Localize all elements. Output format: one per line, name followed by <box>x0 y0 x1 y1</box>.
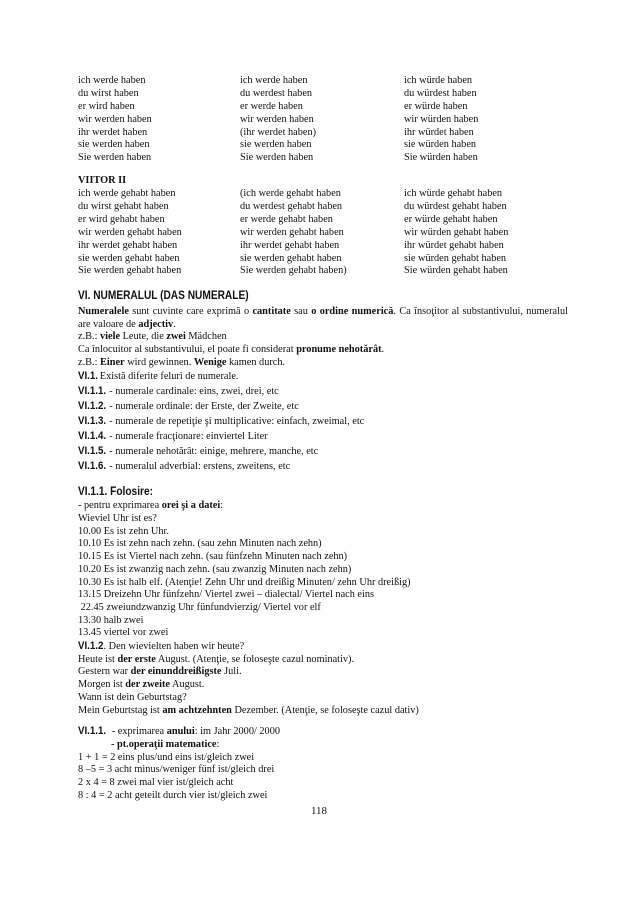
conj1-row <box>78 114 568 127</box>
section-heading-wrap <box>78 288 568 304</box>
intro-text-3: . Ca însoţitor al substantivului, numeralul are valoare de <box>78 306 568 330</box>
conj1-cell: er werde haben <box>240 100 303 112</box>
time-line: 22.45 zweiundzwanzig Uhr fünfundvierzig/ Viertel vor elf <box>78 601 321 613</box>
conj2-cell: er werde gehabt haben <box>240 213 333 225</box>
conj2-cell: ihr würdet gehabt haben <box>404 239 504 251</box>
example-bold: zwei <box>166 331 186 343</box>
math-line: 8 : 4 = 2 acht geteilt durch vier ist/gleich zwei <box>78 789 268 801</box>
date-lines <box>78 654 568 718</box>
conj2-cell: wir werden gehabt haben <box>78 226 182 238</box>
conj1-cell: er wird haben <box>78 100 135 112</box>
date-line-text: Mein Geburtstag ist <box>78 704 163 716</box>
numeral-types-list <box>78 370 568 475</box>
date-line-text: Morgen ist <box>78 679 126 691</box>
conj2-cell: sie würden gehabt haben <box>404 252 507 264</box>
example-bold: Einer <box>100 356 125 368</box>
conj1-row <box>78 152 568 165</box>
time-line: 10.10 Es ist zehn nach zehn. (sau zehn Minuten nach zehn) <box>78 538 322 550</box>
date-line-bold: am achtzehnten <box>162 704 232 716</box>
conj1-cell: (ihr werdet haben) <box>240 126 317 138</box>
conj2-row <box>78 227 568 240</box>
intro-text-4: . <box>173 318 176 330</box>
date-line-text: Juli. <box>221 666 242 678</box>
conj2-cell: Sie würden gehabt haben <box>404 265 508 277</box>
example-prefix: z.B.: <box>78 356 101 368</box>
conj1-row <box>78 127 568 140</box>
date-line-text: Heute ist <box>78 653 118 665</box>
date-line-bold: der erste <box>117 653 156 665</box>
intro-term: Numeralele <box>78 306 129 318</box>
numeral-type-number: VI.1.1. <box>78 384 107 397</box>
date-line-text: August. <box>170 679 205 691</box>
document-page <box>78 75 568 802</box>
year-heading-number: VI.1.1. <box>78 725 107 738</box>
example-text: wird gewinnen. <box>124 356 194 368</box>
intro-bold-cantitate: cantitate <box>252 306 291 318</box>
time-line: 10.20 Es ist zwanzig nach zehn. (sau zwanzig Minuten nach zehn) <box>78 563 352 575</box>
example-bold: Wenige <box>193 356 227 368</box>
year-heading <box>78 725 568 739</box>
date-line <box>78 654 568 667</box>
numeral-type-item <box>78 430 568 445</box>
numeral-type-number: VI.1.3. <box>78 414 107 427</box>
example-text: kamen durch. <box>226 356 286 368</box>
conj2-cell: du wirst gehabt haben <box>78 201 169 213</box>
numeral-type-item <box>78 445 568 460</box>
conj2-cell: er wird gehabt haben <box>78 213 165 225</box>
example-line-1 <box>78 331 568 344</box>
conj1-row <box>78 75 568 88</box>
conj1-cell: wir würden haben <box>404 113 479 125</box>
conj2-cell: sie werden gehabt haben <box>240 252 342 264</box>
conj2-row <box>78 253 568 266</box>
conj2-cell: wir würden gehabt haben <box>404 226 509 238</box>
conj2-cell: (ich werde gehabt haben <box>240 188 341 200</box>
year-heading-bold: anului <box>166 726 195 738</box>
math-heading-prefix: - pt. <box>111 738 129 750</box>
conj2-row <box>78 188 568 201</box>
conj1-cell: ihr würdet haben <box>404 126 474 138</box>
conj2-cell: du würdest gehabt haben <box>404 201 507 213</box>
conj2-cell: ihr werdet gehabt haben <box>78 239 178 251</box>
intro-text-1: sunt cuvinte care exprimă o <box>128 306 253 318</box>
note-text: Ca înlocuitor al substantivului, el poate fi considerat <box>78 344 297 356</box>
section-heading: VI. NUMERALUL (DAS NUMERALE) <box>78 288 249 303</box>
conj2-cell: wir werden gehabt haben <box>240 226 344 238</box>
date-line-bold: der einunddreißigste <box>130 666 222 678</box>
date-line <box>78 666 568 679</box>
date-line-text: Wann ist dein Geburtstag? <box>78 691 187 703</box>
conj2-row <box>78 240 568 253</box>
conj1-cell: ich würde haben <box>404 75 473 86</box>
date-line-bold: der zweite <box>125 679 170 691</box>
conj2-cell: ich würde gehabt haben <box>404 188 503 200</box>
date-heading-number: VI.1.2 <box>78 640 104 653</box>
page-number: 118 <box>310 805 328 817</box>
numeral-type-number: VI.1.5. <box>78 444 107 457</box>
conjugation-table-haben <box>78 75 568 165</box>
time-line: 13.15 Dreizehn Uhr fünfzehn/ Viertel zwei – dialectal/ Viertel nach eins <box>78 589 375 601</box>
note-text: . <box>381 344 385 356</box>
conj2-cell: Sie werden gehabt haben) <box>240 265 347 277</box>
conj1-cell: Sie würden haben <box>404 152 478 164</box>
conj2-cell: sie werden gehabt haben <box>78 252 180 264</box>
numeral-type-text: - numerale fracţionare: einviertel Liter <box>106 430 268 442</box>
date-line-text: August. (Atenţie, se foloseşte cazul nominativ). <box>155 653 355 665</box>
conj2-row <box>78 201 568 214</box>
usage-heading: VI.1.1. Folosire: <box>78 483 153 498</box>
conj2-row <box>78 214 568 227</box>
numeral-type-item <box>78 385 568 400</box>
conj1-row <box>78 101 568 114</box>
types-intro-number: VI.1. <box>78 369 98 382</box>
conj1-cell: wir werden haben <box>240 113 314 125</box>
numeral-type-item <box>78 460 568 475</box>
conj1-cell: du würdest haben <box>404 87 477 99</box>
types-intro-text: Există diferite feluri de numerale. <box>97 370 239 382</box>
time-line: 10.00 Es ist zehn Uhr. <box>78 525 169 537</box>
usage-intro <box>78 500 568 513</box>
date-heading-text: . Den wievielten haben wir heute? <box>103 641 245 653</box>
usage-intro-text: - pentru exprimarea <box>78 500 162 512</box>
usage-heading-wrap <box>78 484 568 500</box>
conj1-cell: ihr werdet haben <box>78 126 148 138</box>
conjugation-table-gehabt-haben <box>78 188 568 278</box>
time-lines <box>78 513 568 640</box>
intro-text-2: sau <box>290 306 312 318</box>
numeral-type-item <box>78 400 568 415</box>
note-bold: pronume nehotărât <box>296 344 382 356</box>
usage-intro-bold: orei şi a datei <box>161 500 221 512</box>
note-line <box>78 344 568 357</box>
date-line-text: Dezember. (Atenţie, se foloseşte cazul dativ) <box>231 704 419 716</box>
conj1-cell: ich werde haben <box>240 75 308 86</box>
conj2-cell: er würde gehabt haben <box>404 213 498 225</box>
conj2-cell: du werdest gehabt haben <box>240 201 343 213</box>
conj1-cell: ich werde haben <box>78 75 146 86</box>
conj1-cell: sie werden haben <box>240 139 312 151</box>
intro-bold-ordine: o ordine numerică <box>311 306 394 318</box>
numeral-type-text: - numeralul adverbial: erstens, zweitens, etc <box>106 460 291 472</box>
numeral-type-number: VI.1.4. <box>78 429 107 442</box>
date-line <box>78 705 568 718</box>
types-intro <box>78 370 568 385</box>
conj2-cell: ihr werdet gehabt haben <box>240 239 340 251</box>
conj1-cell: sie würden haben <box>404 139 477 151</box>
math-heading-text: : <box>216 738 220 750</box>
numeral-type-text: - numerale nehotărât: einige, mehrere, manche, etc <box>106 445 319 457</box>
year-heading-text: - exprimarea <box>106 726 167 738</box>
conj1-cell: Sie werden haben <box>240 152 314 164</box>
example-prefix: z.B.: <box>78 331 101 343</box>
numeral-type-number: VI.1.2. <box>78 399 107 412</box>
viitor-ii-heading: VIITOR II <box>78 175 127 187</box>
intro-paragraph <box>78 306 568 331</box>
time-line: 13.30 halb zwei <box>78 614 144 626</box>
time-line: 10.30 Es ist halb elf. (Atenţie! Zehn Uhr und dreißig Minuten/ zehn Uhr dreißig) <box>78 576 411 588</box>
example-text: Mädchen <box>185 331 227 343</box>
example-text: Leute, die <box>120 331 167 343</box>
conj1-cell: wir werden haben <box>78 113 152 125</box>
conj1-cell: du werdest haben <box>240 87 313 99</box>
date-heading <box>78 640 568 654</box>
math-line: 8 –5 = 3 acht minus/weniger fünf ist/gleich drei <box>78 764 275 776</box>
math-heading <box>78 739 568 752</box>
time-line: 10.15 Es ist Viertel nach zehn. (sau fünfzehn Minuten nach zehn) <box>78 551 348 563</box>
numeral-type-text: - numerale de repetiţie şi multiplicative: einfach, zweimal, etc <box>106 415 365 427</box>
conj2-cell: ich werde gehabt haben <box>78 188 176 200</box>
numeral-type-item <box>78 415 568 430</box>
conj2-cell: Sie werden gehabt haben <box>78 265 182 277</box>
math-lines <box>78 752 568 803</box>
usage-intro-text: : <box>220 500 224 512</box>
conj1-cell: Sie werden haben <box>78 152 152 164</box>
date-line <box>78 692 568 705</box>
conj2-row <box>78 265 568 278</box>
intro-bold-adjectiv: adjectiv <box>138 318 174 330</box>
year-heading-text: : im Jahr 2000/ 2000 <box>194 726 280 738</box>
numeral-type-number: VI.1.6. <box>78 459 107 472</box>
math-line: 1 + 1 = 2 eins plus/und eins ist/gleich zwei <box>78 751 255 763</box>
date-line-text: Gestern war <box>78 666 131 678</box>
conj1-row <box>78 139 568 152</box>
conj1-row <box>78 88 568 101</box>
numeral-type-text: - numerale cardinale: eins, zwei, drei, etc <box>106 385 279 397</box>
example-line-2 <box>78 357 568 370</box>
conj1-cell: er würde haben <box>404 100 468 112</box>
numeral-type-text: - numerale ordinale: der Erste, der Zweite, etc <box>106 400 299 412</box>
date-line <box>78 679 568 692</box>
conj1-cell: sie werden haben <box>78 139 150 151</box>
math-line: 2 x 4 = 8 zwei mal vier ist/gleich acht <box>78 777 234 789</box>
time-line: Wieviel Uhr ist es? <box>78 512 157 524</box>
example-bold: viele <box>100 331 121 343</box>
math-heading-bold: operaţii matematice <box>128 738 217 750</box>
time-line: 13.45 viertel vor zwei <box>78 627 169 639</box>
conj1-cell: du wirst haben <box>78 87 139 99</box>
